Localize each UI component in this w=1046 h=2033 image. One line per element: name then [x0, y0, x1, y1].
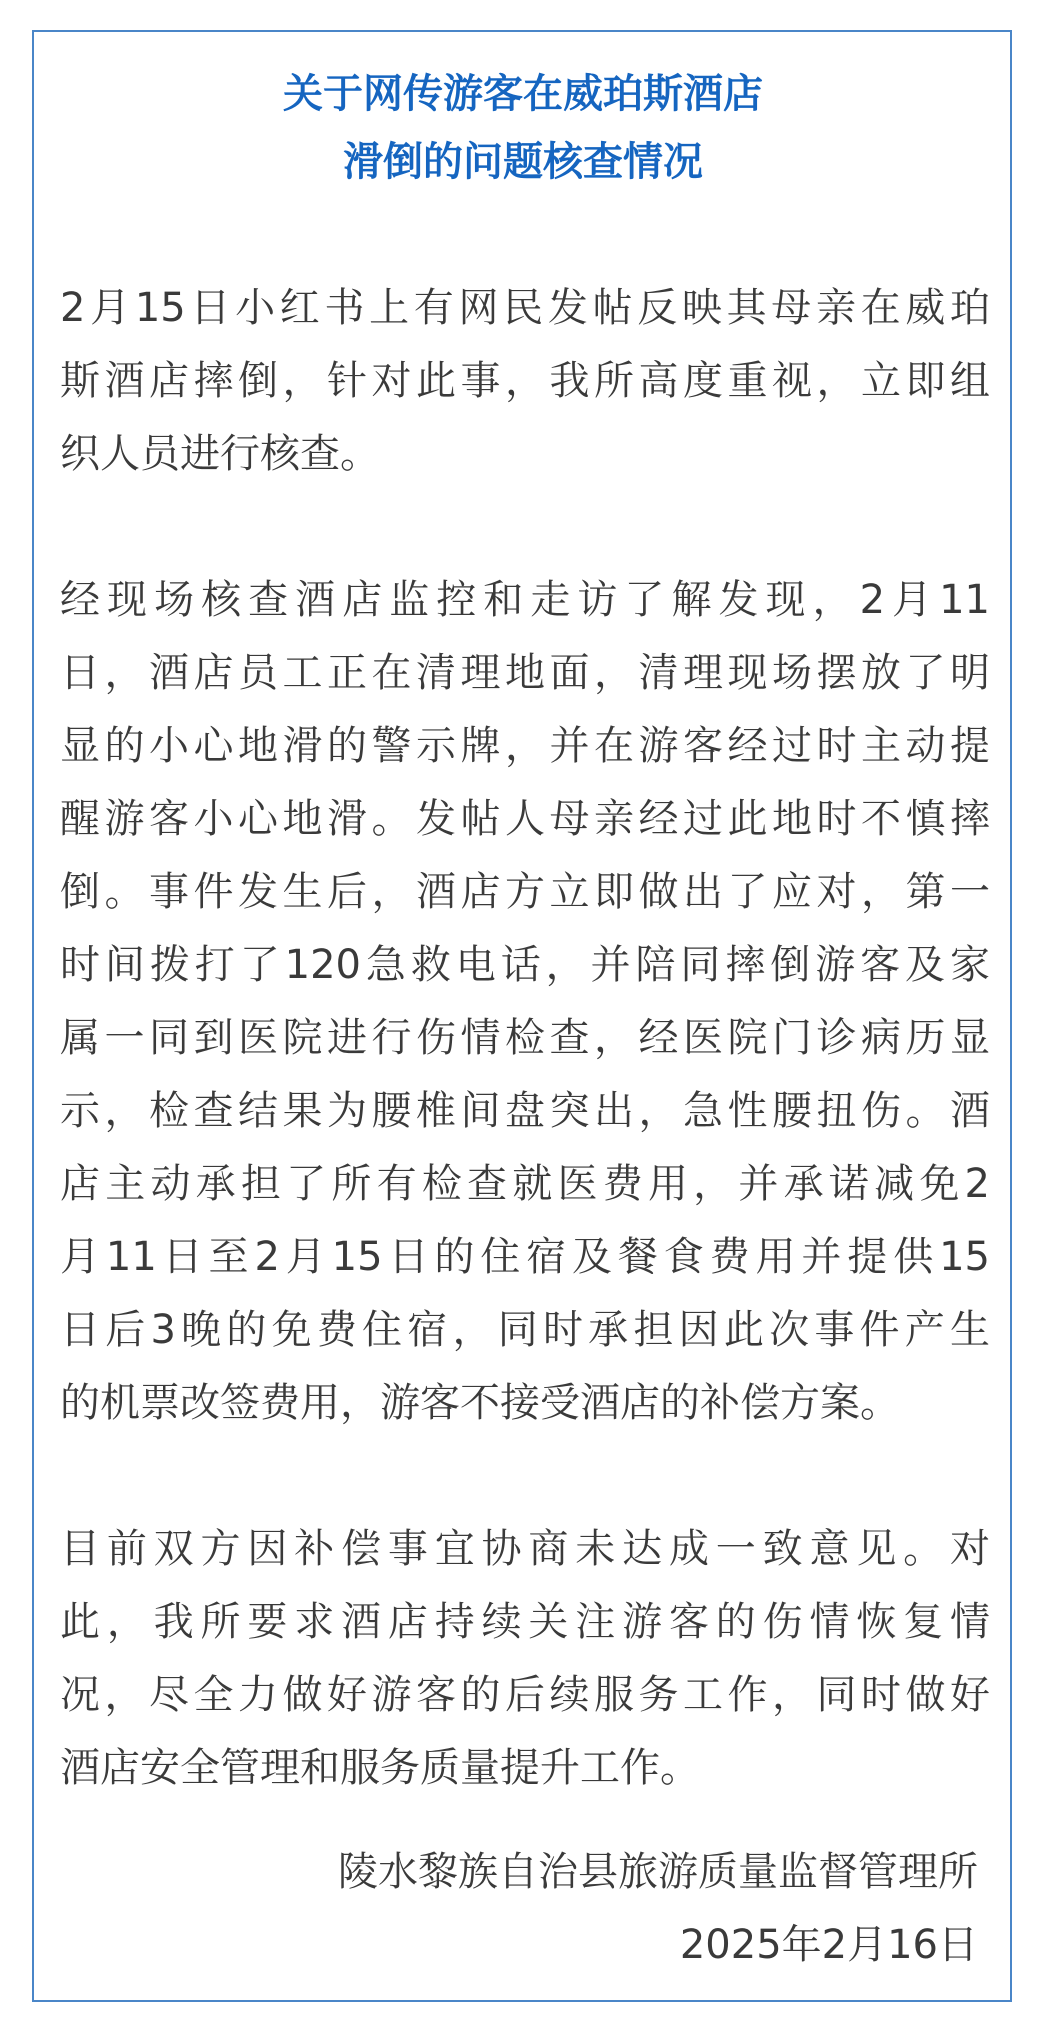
signature-organization: 陵水黎族自治县旅游质量监督管理所	[338, 1849, 978, 1895]
paragraph-2	[60, 564, 990, 1440]
text-line: 属一同到医院进行伤情检查，经医院门诊病历显	[60, 1015, 990, 1061]
title-line-2: 滑倒的问题核查情况	[343, 139, 703, 185]
text-line: 倒。事件发生后，酒店方立即做出了应对，第一	[60, 869, 990, 915]
text-line: 2月15日小红书上有网民发帖反映其母亲在威珀	[60, 285, 990, 331]
text-line: 月11日至2月15日的住宿及餐食费用并提供15	[60, 1234, 990, 1280]
text-line: 示，检查结果为腰椎间盘突出，急性腰扭伤。酒	[60, 1088, 990, 1134]
text-line: 日，酒店员工正在清理地面，清理现场摆放了明	[60, 650, 990, 696]
text-line: 目前双方因补偿事宜协商未达成一致意见。对	[60, 1526, 990, 1572]
text-line: 斯酒店摔倒，针对此事，我所高度重视，立即组	[60, 358, 990, 404]
text-line: 酒店安全管理和服务质量提升工作。	[60, 1745, 700, 1791]
signature-date: 2025年2月16日	[679, 1922, 978, 1968]
text-line: 显的小心地滑的警示牌，并在游客经过时主动提	[60, 723, 990, 769]
text-line: 织人员进行核查。	[60, 431, 380, 477]
text-line: 日后3晚的免费住宿，同时承担因此次事件产生	[60, 1307, 990, 1353]
document-body	[60, 272, 990, 1878]
paragraph-1	[60, 272, 990, 491]
paragraph-3	[60, 1513, 990, 1805]
text-line: 经现场核查酒店监控和走访了解发现，2月11	[60, 577, 990, 623]
text-line: 店主动承担了所有检查就医费用，并承诺减免2	[60, 1161, 990, 1207]
text-line: 时间拨打了120急救电话，并陪同摔倒游客及家	[60, 942, 990, 988]
document-title	[0, 60, 1046, 196]
text-line: 况，尽全力做好游客的后续服务工作，同时做好	[60, 1672, 990, 1718]
text-line: 的机票改签费用，游客不接受酒店的补偿方案。	[60, 1380, 900, 1426]
text-line: 此，我所要求酒店持续关注游客的伤情恢复情	[60, 1599, 990, 1645]
title-line-1: 关于网传游客在威珀斯酒店	[283, 71, 763, 117]
text-line: 醒游客小心地滑。发帖人母亲经过此地时不慎摔	[60, 796, 990, 842]
